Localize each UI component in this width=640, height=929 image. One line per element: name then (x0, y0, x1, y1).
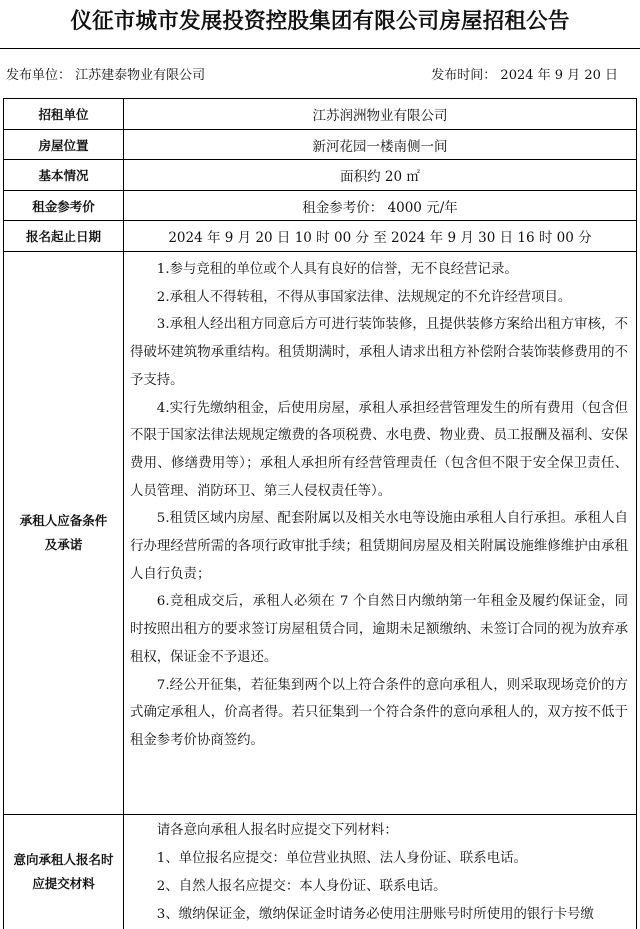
condition-item: 1.参与竞租的单位或个人具有良好的信誉，无不良经营记录。 (130, 256, 628, 284)
condition-item: 2.承租人不得转租，不得从事国家法律、法规规定的不允许经营项目。 (130, 284, 628, 312)
table-row (4, 221, 637, 252)
conditions-label (4, 252, 124, 815)
publish-time: 发布时间： 2024 年 9 月 20 日 (431, 64, 618, 83)
material-item: 3、缴纳保证金，缴纳保证金时请务必使用注册账号时所使用的银行卡号缴 (130, 901, 628, 929)
conditions-label-line: 及承诺 (4, 533, 123, 557)
table-row (4, 191, 637, 221)
materials-label-line: 意向承租人报名时 (4, 848, 123, 872)
title-divider (0, 48, 640, 49)
table-row (4, 160, 637, 191)
condition-item: 4.实行先缴纳租金，后使用房屋，承租人承担经营管理发生的所有费用（包含但不限于国家法律法规规定缴费的各项税费、水电费、物业费、员工报酬及福利、安保费用、修缮费用等）；承租人承担所有经营管理责任（包含但不限于安全保卫责任、人员管理、消防环卫、第三人侵权责任等）。 (130, 395, 628, 506)
materials-content (124, 815, 637, 929)
row-label: 报名起止日期 (4, 221, 124, 252)
row-label: 招租单位 (4, 99, 124, 130)
row-value: 江苏润洲物业有限公司 (124, 99, 637, 130)
row-value: 面积约 20 ㎡ (124, 160, 637, 191)
material-item: 2、自然人报名应提交：本人身份证、联系电话。 (130, 873, 628, 901)
materials-row (4, 815, 637, 929)
row-value: 租金参考价： 4000 元/年 (124, 191, 637, 221)
table-row (4, 130, 637, 160)
condition-item: 3.承租人经出租方同意后方可进行装饰装修，且提供装修方案给出租方审核，不得破坏建筑物承重结构。租赁期满时，承租人请求出租方补偿附合装饰装修费用的不予支持。 (130, 311, 628, 394)
row-label: 基本情况 (4, 160, 124, 191)
notice-table (3, 98, 637, 929)
row-value: 2024 年 9 月 20 日 10 时 00 分 至 2024 年 9 月 30 日 16 时 00 分 (124, 221, 637, 252)
materials-label-line: 应提交材料 (4, 872, 123, 896)
condition-item: 5.租赁区域内房屋、配套附属以及相关水电等设施由承租人自行承担。承租人自行办理经营所需的各项行政审批手续；租赁期间房屋及相关附属设施维修维护由承租人自行负责； (130, 505, 628, 588)
conditions-label-line: 承租人应备条件 (4, 509, 123, 533)
condition-item: 6.竞租成交后，承租人必须在 7 个自然日内缴纳第一年租金及履约保证金，同时按照出租方的要求签订房屋租赁合同，逾期未足额缴纳、未签订合同的视为放弃承租权，保证金不予退还。 (130, 588, 628, 671)
material-item: 请各意向承租人报名时应提交下列材料： (130, 817, 628, 845)
row-value: 新河花园一楼南侧一间 (124, 130, 637, 160)
conditions-row (4, 252, 637, 815)
table-row (4, 99, 637, 130)
page-title: 仪征市城市发展投资控股集团有限公司房屋招租公告 (0, 4, 640, 35)
row-label: 租金参考价 (4, 191, 124, 221)
condition-item: 7.经公开征集，若征集到两个以上符合条件的意向承租人，则采取现场竞价的方式确定承租人，价高者得。若只征集到一个符合条件的意向承租人的，双方按不低于租金参考价协商签约。 (130, 672, 628, 755)
row-label: 房屋位置 (4, 130, 124, 160)
materials-label (4, 815, 124, 929)
publisher: 发布单位： 江苏建泰物业有限公司 (6, 64, 205, 83)
material-item: 1、单位报名应提交：单位营业执照、法人身份证、联系电话。 (130, 845, 628, 873)
conditions-content (124, 252, 637, 815)
